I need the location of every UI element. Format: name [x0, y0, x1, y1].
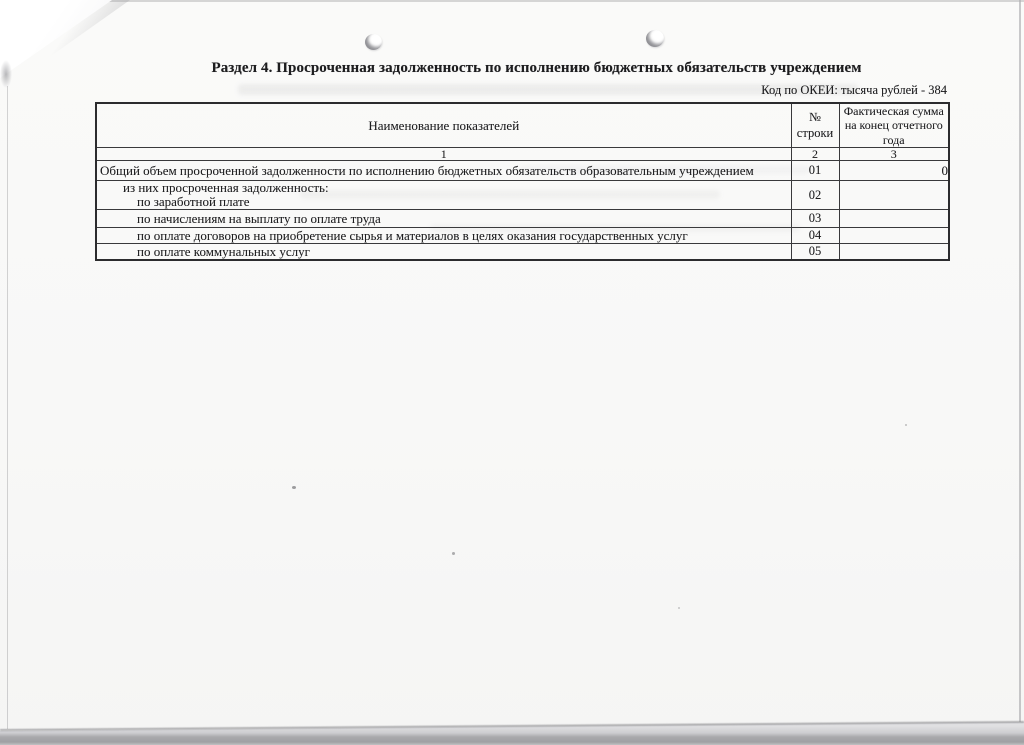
- column-numbering-row: [96, 148, 949, 161]
- row-indicator: [96, 161, 791, 181]
- row-indicator: [96, 244, 791, 261]
- row-indicator: [96, 210, 791, 228]
- scan-speck: [678, 607, 680, 609]
- row-value: [839, 228, 949, 244]
- column-number-2: 2: [791, 148, 839, 161]
- table-row: [96, 244, 949, 261]
- row-value: [839, 210, 949, 228]
- column-header-actual-sum: Фактическая сумма на конец отчетного года: [839, 103, 949, 148]
- section-title: Раздел 4. Просроченная задолженность по исполнению бюджетных обязательств учреждением: [211, 60, 862, 76]
- page-top-edge: [0, 0, 1024, 2]
- table-row: [96, 228, 949, 244]
- table-header-row: [96, 103, 949, 148]
- row-indicator: [96, 181, 791, 210]
- hole-punch-mark: [365, 34, 382, 50]
- column-number-3: 3: [839, 148, 949, 161]
- column-number-1: 1: [96, 148, 791, 161]
- row-indicator-text: Общий объем просроченной задолженности по исполнению бюджетных обязательств образовательным учреждением: [100, 162, 754, 178]
- row-indicator-text: по начислениям на выплату по оплате труда: [137, 210, 381, 226]
- row-line-code: 03: [791, 210, 839, 228]
- overdue-debt-table: [95, 102, 950, 261]
- page-left-edge: [7, 86, 8, 729]
- row-value: [839, 244, 949, 261]
- page-right-edge: [1019, 0, 1021, 722]
- scan-speck: [292, 486, 296, 489]
- row-value: 0: [839, 161, 949, 181]
- row-indicator: [96, 228, 791, 244]
- row-indicator-text: по оплате договоров на приобретение сырья и материалов в целях оказания государственных услуг: [137, 227, 688, 243]
- row-line-code: 01: [791, 161, 839, 181]
- hole-punch-mark: [646, 30, 664, 47]
- row-value: [839, 181, 949, 210]
- column-header-indicator-name: Наименование показателей: [96, 103, 791, 148]
- row-indicator-text: по оплате коммунальных услуг: [137, 243, 310, 259]
- table-row: [96, 161, 949, 181]
- scan-speck: [452, 552, 455, 555]
- scan-speck: [905, 424, 907, 426]
- okei-code-line: Код по ОКЕИ: тысяча рублей - 384: [761, 83, 947, 97]
- column-header-line-number: № строки: [791, 103, 839, 148]
- page-corner-shadow-blob: [0, 60, 12, 88]
- row-line-code: 02: [791, 181, 839, 210]
- table-row: [96, 210, 949, 228]
- row-line-code: 04: [791, 228, 839, 244]
- row-indicator-text: из них просроченная задолженность:: [123, 180, 329, 195]
- row-line-code: 05: [791, 244, 839, 261]
- row-indicator-text: по заработной плате: [137, 194, 250, 209]
- table-row: [96, 181, 949, 210]
